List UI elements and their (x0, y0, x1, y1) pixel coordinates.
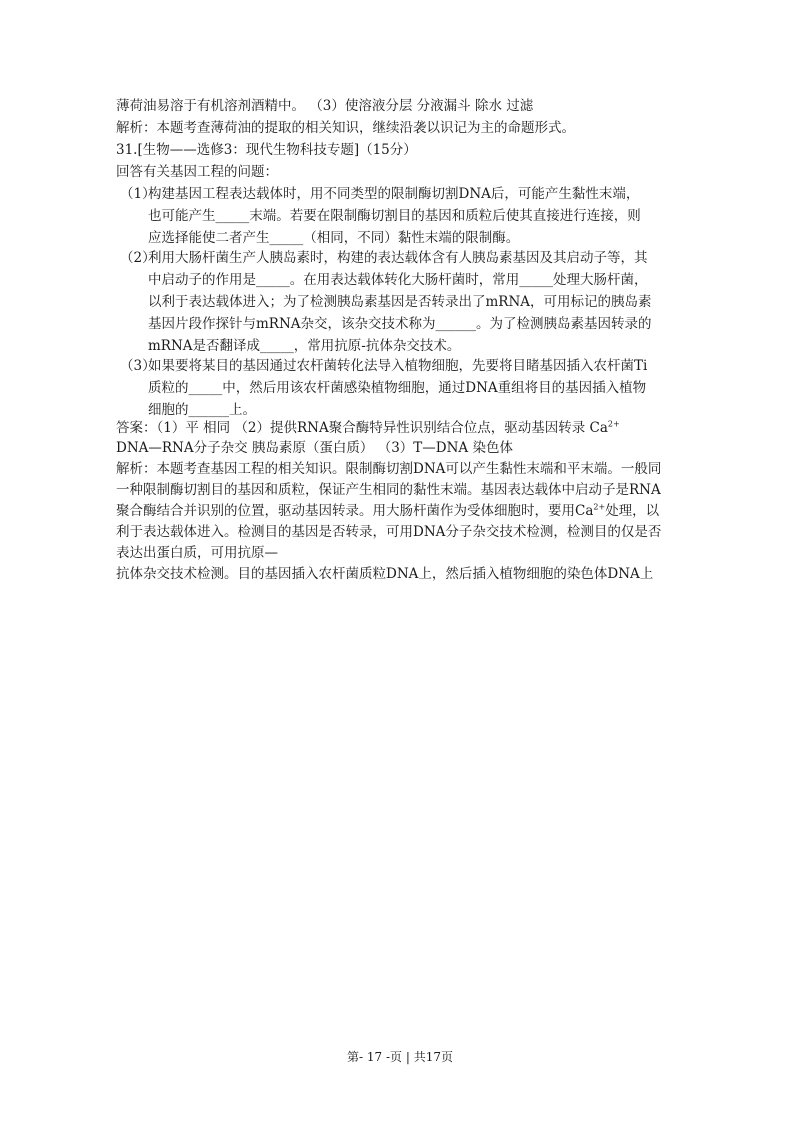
page-footer: 第- 17 -页 | 共17页 (347, 1050, 453, 1064)
item-line: 应选择能使二者产生_____（相同，不同）黏性末端的限制酶。 (148, 230, 520, 246)
answer-text: 答案：（1）平 相同 （2）提供RNA聚合酶特异性识别结合位点，驱动基因转录 Ca (116, 420, 608, 436)
item-line: 也可能产生_____末端。若要在限制酶切割目的基因和质粒后使其直接进行连接，则 (148, 208, 641, 224)
question-title: 31.[生物——选修3：现代生物科技专题]（15分） (116, 142, 417, 158)
item-number: （3） (120, 358, 156, 374)
superscript: 2+ (607, 419, 620, 429)
item-line: 细胞的______上。 (148, 402, 256, 418)
analysis-line (116, 501, 659, 521)
item-line: 利用大肠杆菌生产人胰岛素时，构建的表达载体含有人胰岛素基因及其启动子等，其 (148, 250, 648, 266)
item-number: （1） (120, 186, 156, 202)
item-line: 以利于表达载体进入；为了检测胰岛素基因是否转录出了mRNA，可用标记的胰岛素 (148, 294, 652, 310)
item-line: 构建基因工程表达载体时，用不同类型的限制酶切割DNA后，可能产生黏性末端， (148, 186, 640, 202)
item-line: mRNA是否翻译成_____，常用抗原-抗体杂交技术。 (148, 338, 461, 354)
item-line: 基因片段作探针与mRNA杂交，该杂交技术称为______。为了检测胰岛素基因转录的 (148, 316, 652, 332)
analysis-line: 解析：本题考查薄荷油的提取的相关知识，继续沿袭以识记为主的命题形式。 (116, 120, 575, 136)
analysis-line: 解析：本题考查基因工程的相关知识。限制酶切割DNA可以产生黏性末端和平末端。一般同 (116, 461, 662, 477)
question-intro: 回答有关基因工程的问题： (116, 164, 278, 180)
answer-line: DNA—RNA分子杂交 胰岛素原（蛋白质） （3）T—DNA 染色体 (116, 440, 513, 456)
text-line: 薄荷油易溶于有机溶剂酒精中。 （3）使溶液分层 分液漏斗 除水 过滤 (116, 98, 534, 114)
answer-line (116, 418, 620, 438)
analysis-line: 一种限制酶切割目的基因和质粒，保证产生相同的黏性末端。基因表达载体中启动子是RNA (116, 482, 661, 498)
item-number: （2） (120, 250, 156, 266)
superscript: 2+ (593, 502, 606, 512)
analysis-line: 利于表达载体进入。检测目的基因是否转录，可用DNA分子杂交技术检测，检测目的仅是否 (116, 524, 662, 540)
item-line: 中启动子的作用是_____。在用表达载体转化大肠杆菌时，常用_____处理大肠杆菌， (148, 272, 648, 288)
item-line: 如果要将某目的基因通过农杆菌转化法导入植物细胞，先要将目睹基因插入农杆菌Ti (148, 358, 648, 374)
analysis-line: 表达出蛋白质，可用抗原— (116, 545, 278, 561)
analysis-text: 聚合酶结合并识别的位置，驱动基因转录。用大肠杆菌作为受体细胞时，要用Ca (116, 503, 594, 519)
analysis-line: 抗体杂交技术检测。目的基因插入农杆菌质粒DNA上，然后插入植物细胞的染色体DNA上 (116, 566, 654, 582)
analysis-text: 处理，以 (605, 503, 660, 519)
item-line: 质粒的_____中，然后用该农杆菌感染植物细胞，通过DNA重组将目的基因插入植物 (148, 380, 647, 396)
